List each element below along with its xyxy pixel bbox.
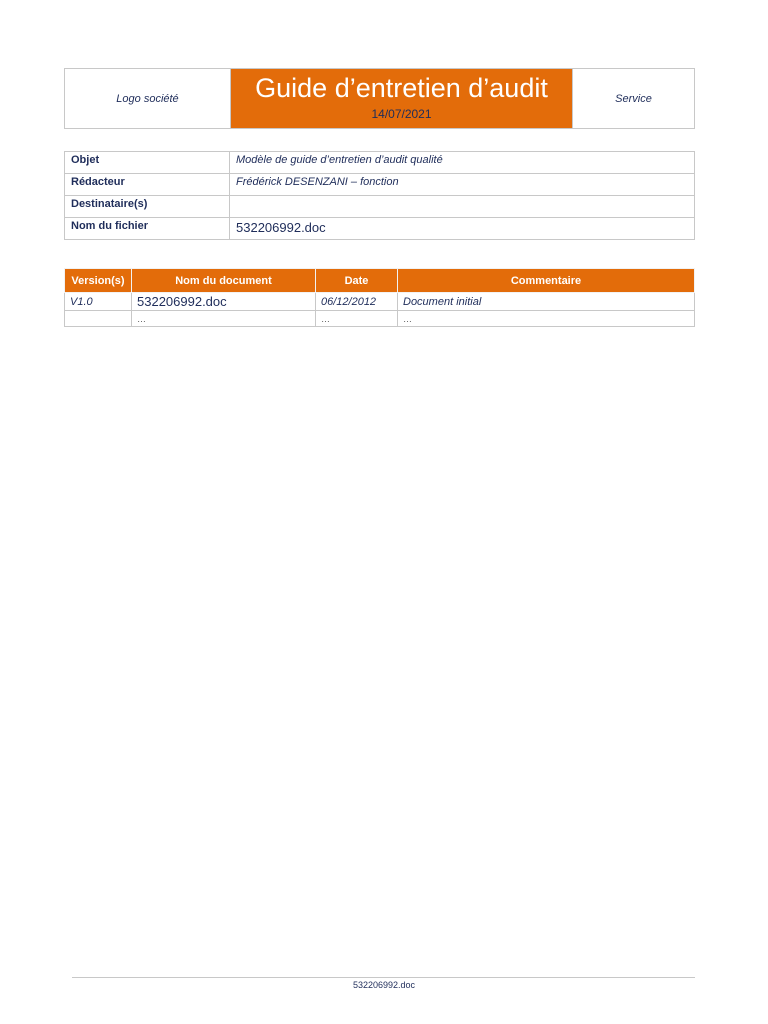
info-value: Modèle de guide d’entretien d’audit qualité bbox=[230, 152, 695, 174]
document-info-table bbox=[64, 151, 695, 240]
table-row bbox=[65, 293, 695, 311]
document-date: 14/07/2021 bbox=[371, 106, 432, 121]
info-value bbox=[230, 196, 695, 218]
info-label: Objet bbox=[65, 152, 230, 174]
footer-divider bbox=[72, 977, 695, 978]
info-label: Rédacteur bbox=[65, 174, 230, 196]
document-header bbox=[64, 68, 695, 129]
info-row-destinataires bbox=[65, 196, 695, 218]
document-title: Guide d’entretien d’audit bbox=[255, 72, 548, 103]
date-cell: 06/12/2012 bbox=[316, 293, 398, 311]
info-row-objet bbox=[65, 152, 695, 174]
info-value: Frédérick DESENZANI – fonction bbox=[230, 174, 695, 196]
company-logo-placeholder: Logo société bbox=[65, 69, 231, 128]
info-value-filename: 532206992.doc bbox=[230, 218, 695, 240]
table-row bbox=[65, 311, 695, 327]
column-header-document-name: Nom du document bbox=[132, 269, 316, 293]
info-label: Destinataire(s) bbox=[65, 196, 230, 218]
version-cell: V1.0 bbox=[65, 293, 132, 311]
document-name-cell: 532206992.doc bbox=[132, 293, 316, 311]
title-block bbox=[231, 69, 573, 128]
footer-filename: 532206992.doc bbox=[352, 980, 416, 990]
document-name-cell: … bbox=[132, 311, 316, 327]
column-header-date: Date bbox=[316, 269, 398, 293]
version-cell bbox=[65, 311, 132, 327]
info-row-redacteur bbox=[65, 174, 695, 196]
info-label: Nom du fichier bbox=[65, 218, 230, 240]
column-header-comment: Commentaire bbox=[398, 269, 695, 293]
service-label: Service bbox=[615, 92, 652, 105]
comment-cell: … bbox=[398, 311, 695, 327]
date-cell: … bbox=[316, 311, 398, 327]
version-history-table bbox=[64, 268, 695, 327]
info-row-nom-fichier bbox=[65, 218, 695, 240]
column-header-version: Version(s) bbox=[65, 269, 132, 293]
version-header-row bbox=[65, 269, 695, 293]
comment-cell: Document initial bbox=[398, 293, 695, 311]
